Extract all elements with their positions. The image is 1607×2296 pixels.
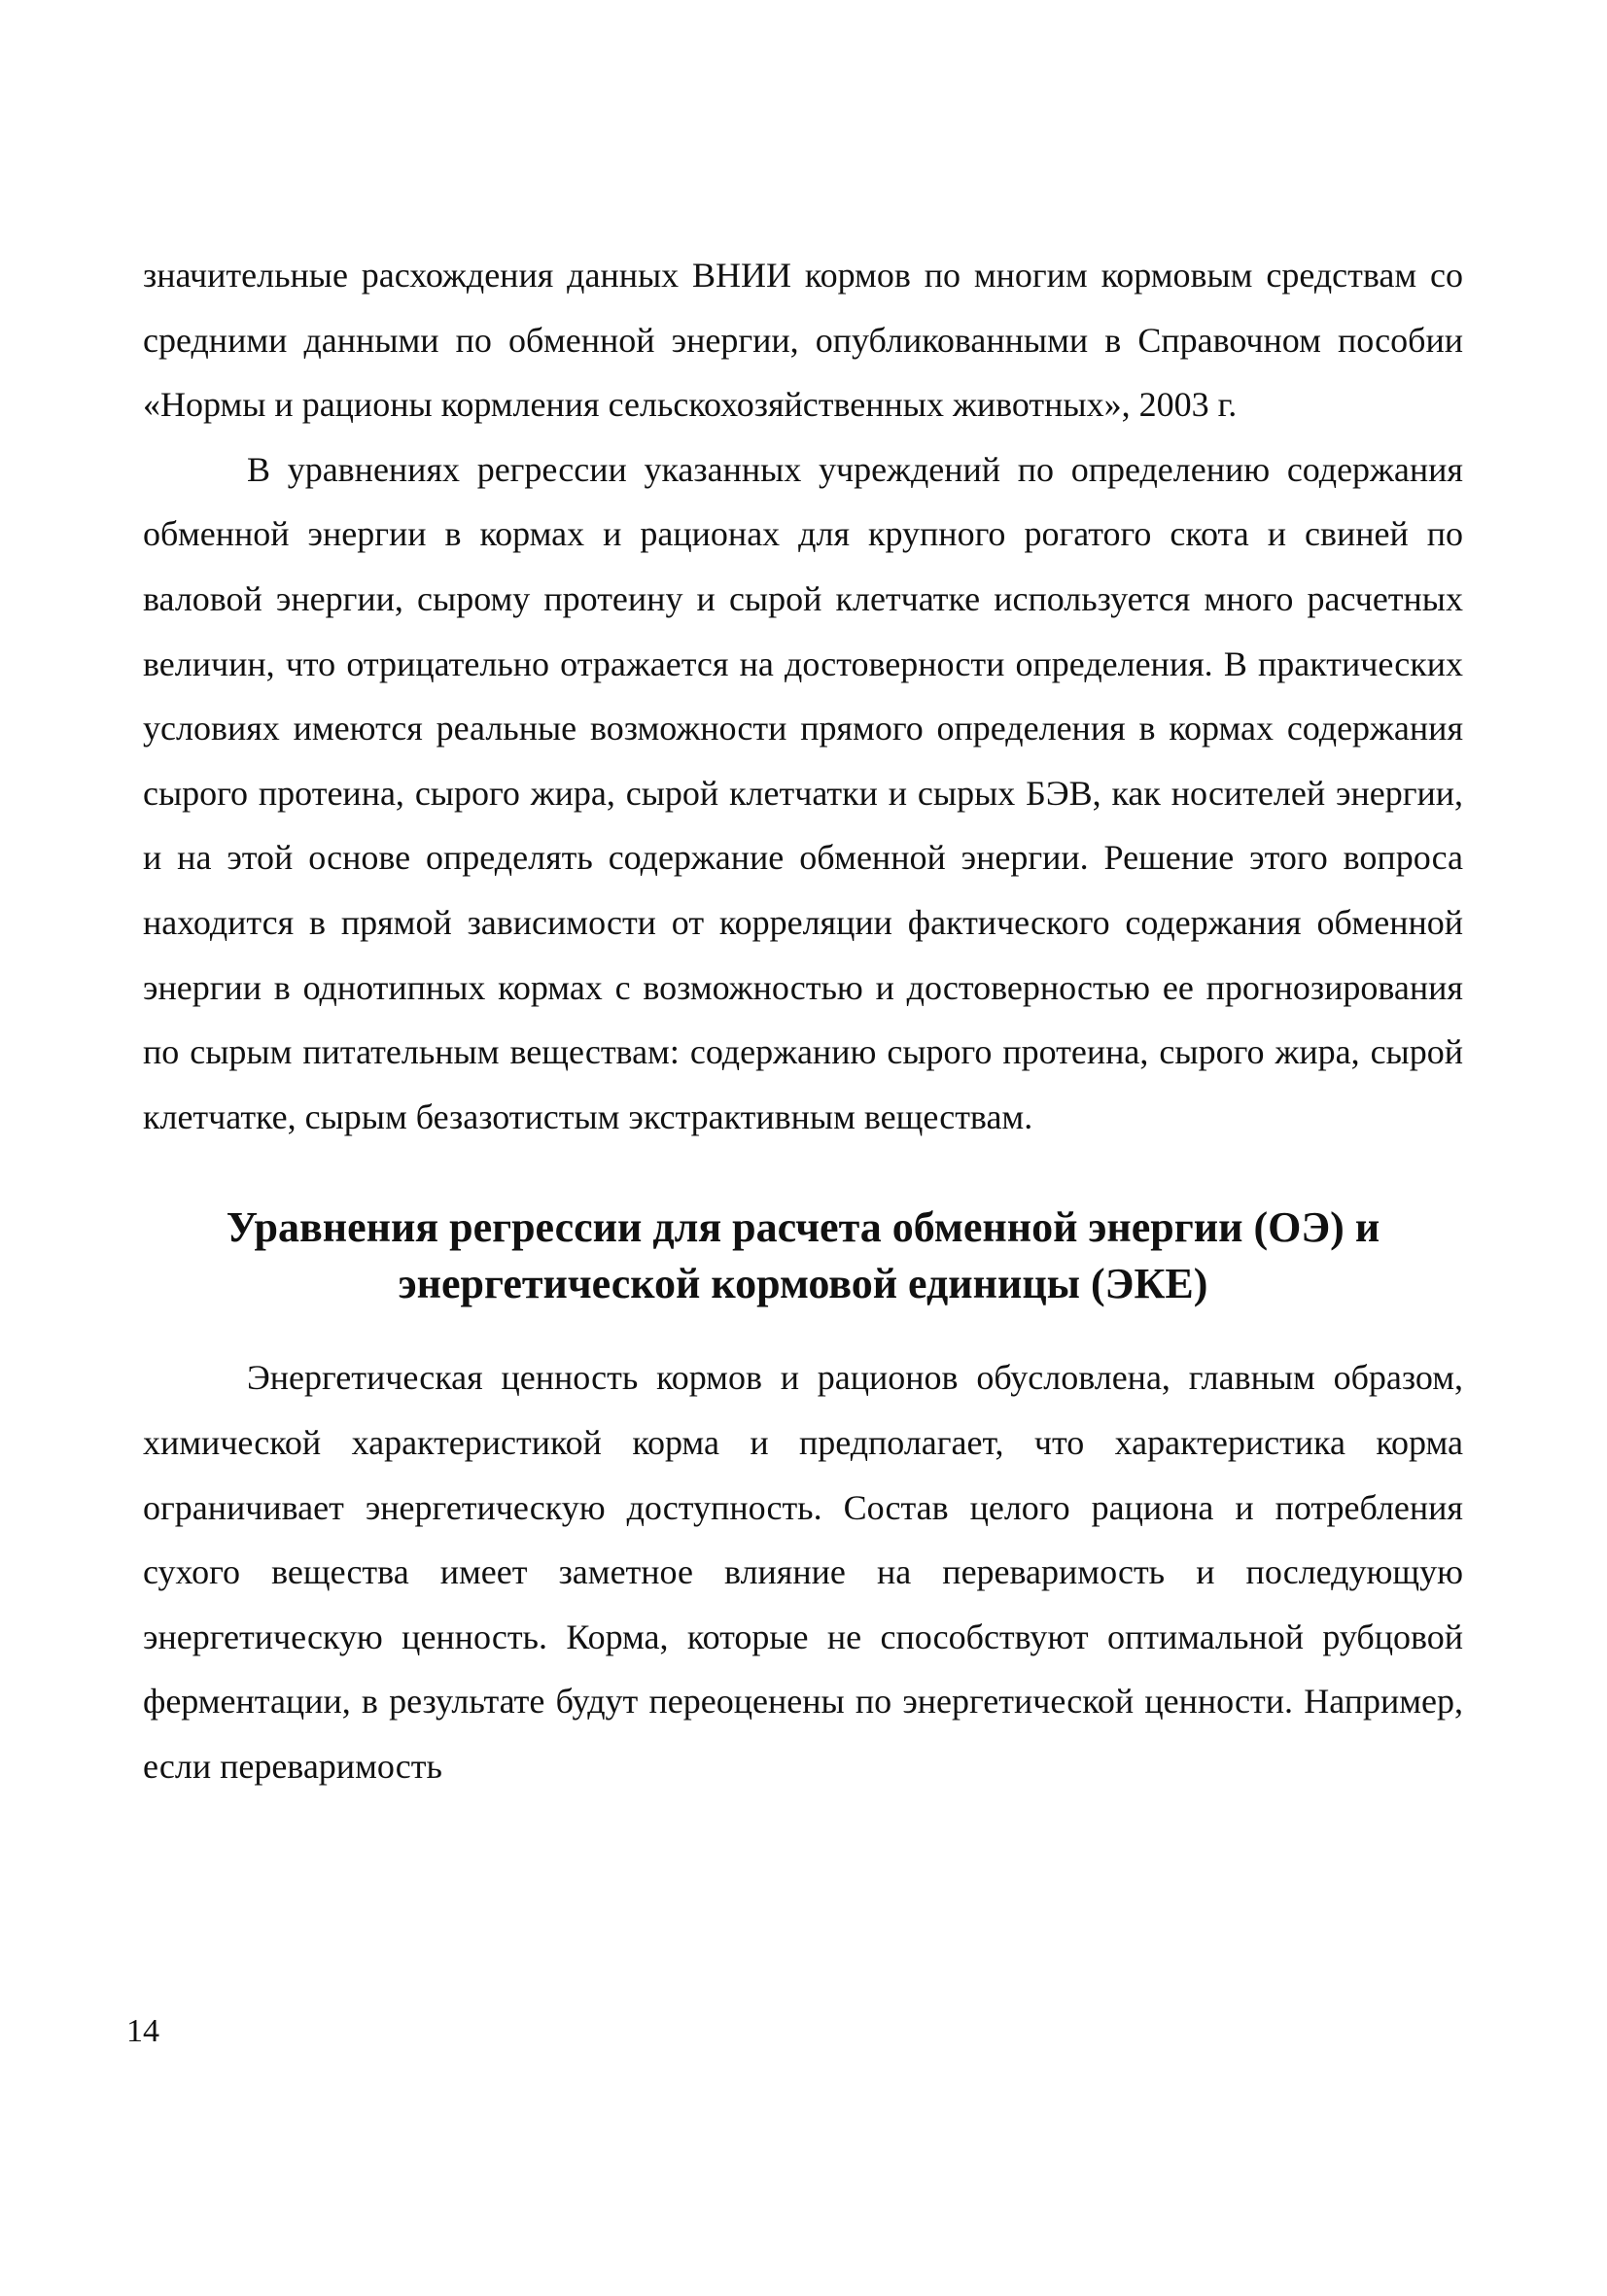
paragraph-energy-value: Энергетическая ценность кормов и рационов обусловлена, главным образом, химической характеристикой корма и предполагает, что характеристика корма ограничивает энергетическую доступность. Состав целого рациона и потребления сухого вещества имеет заметное влияние на переваримость и последующую энергетическую ценность. Корма, которые не способствуют оптимальной рубцовой ферментации, в результате будут переоценены по энергетической ценности. Например, если переваримость (143, 1358, 1463, 1786)
section-heading-line-2: энергетической кормовой единицы (ЭКЕ) (398, 1260, 1208, 1308)
paragraph-continuation: значительные расхождения данных ВНИИ кормов по многим кормовым средствам со средними данными по обменной энергии, опубликованными в Справочном пособии «Нормы и рационы кормления сельскохозяйственных животных», 2003 г. (143, 256, 1463, 425)
page-number: 14 (126, 2013, 159, 2049)
section-heading-line-1: Уравнения регрессии для расчета обменной энергии (ОЭ) и (226, 1203, 1380, 1252)
document-page (143, 243, 1463, 1798)
paragraph-regression: В уравнениях регрессии указанных учреждений по определению содержания обменной энергии в кормах и рационах для крупного рогатого скота и свиней по валовой энергии, сырому протеину и сырой клетчатке используется много расчетных величин, что отрицательно отражается на достоверности определения. В практических условиях имеются реальные возможности прямого определения в кормах содержания сырого протеина, сырого жира, сырой клетчатки и сырых БЭВ, как носителей энергии, и на этой основе определять содержание обменной энергии. Решение этого вопроса находится в прямой зависимости от корреляции фактического содержания обменной энергии в однотипных кормах с возможностью и достоверностью ее прогнозирования по сырым питательным веществам: содержанию сырого протеина, сырого жира, сырой клетчатке, сырым безазотистым экстрактивным веществам. (143, 449, 1463, 1136)
section-heading (143, 1200, 1463, 1312)
